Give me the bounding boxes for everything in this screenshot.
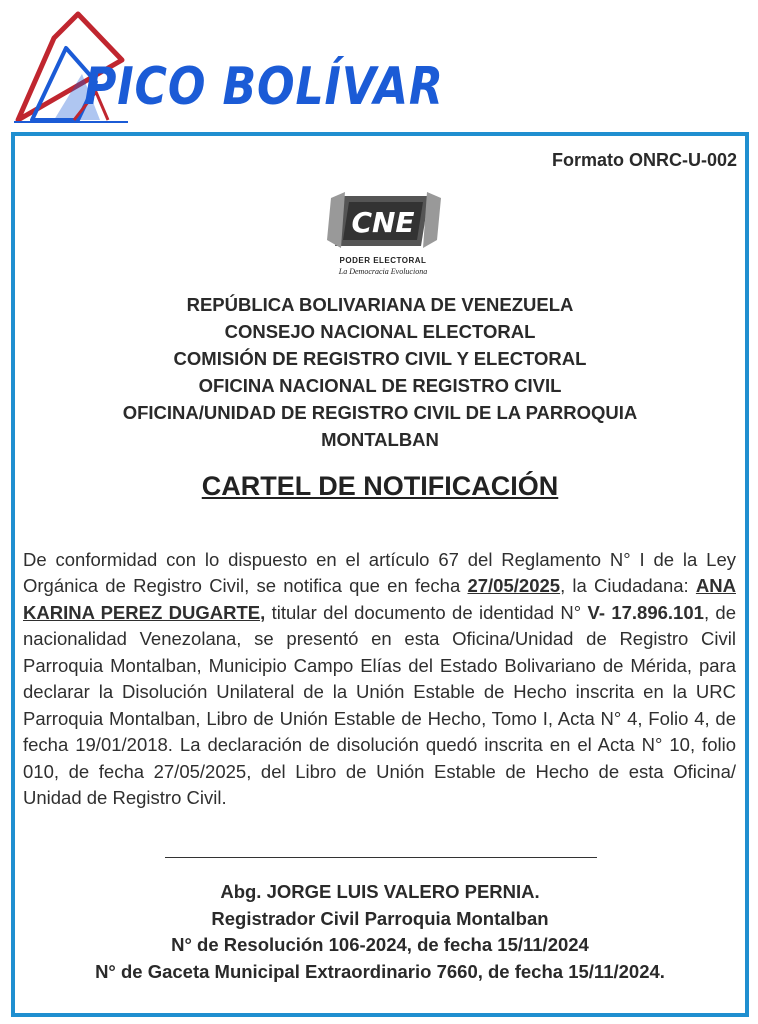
heading-line: OFICINA/UNIDAD DE REGISTRO CIVIL DE LA PARROQUIA [122,402,638,423]
heading-line: OFICINA NACIONAL DE REGISTRO CIVIL [198,375,562,396]
cne-logo [321,188,445,278]
heading-line: REPÚBLICA BOLIVARIANA DE VENEZUELA [186,294,574,315]
notification-poster [11,132,749,1017]
resolution-number: N° de Resolución 106-2024, de fecha 15/11/2024 [171,934,589,955]
cne-acronym: CNE [351,206,415,239]
citizen-name: ANA KARINA PEREZ DUGARTE, [23,575,736,623]
cne-emblem-icon [321,188,445,254]
body-text-segment: , la Ciudadana: [560,575,696,596]
gazette-number: N° de Gaceta Municipal Extraordinario 7660, de fecha 15/11/2024. [95,960,665,982]
notice-body [23,547,736,812]
notification-date: 27/05/2025 [467,575,561,596]
institution-headings [45,291,715,453]
heading-line: CONSEJO NACIONAL ELECTORAL [224,321,536,342]
format-code: Formato ONRC-U-002 [551,150,737,170]
signature-line [165,857,597,858]
signer-role: Registrador Civil Parroquia Montalban [211,907,549,929]
signature-block [15,879,745,985]
heading-line: MONTALBAN [321,429,439,450]
cne-slogan: La Democracia Evoluciona [338,267,428,276]
cne-tagline: PODER ELECTORAL [339,256,427,265]
signer-name: Abg. JORGE LUIS VALERO PERNIA. [220,881,540,902]
heading-line: COMISIÓN DE REGISTRO CIVIL Y ELECTORAL [173,348,587,369]
body-text-segment: , de nacionalidad Venezolana, se presentó en esta Oficina/Unidad de Registro Civil Parroquia Montalban, Municipio Campo Elías del Estado Bolivariano de Mérida, para declarar la Disolución Unilateral de la Unión Estable de Hecho inscrita en la URC Parroquia Montalban, Libro de Unión Estable de Hecho, Tomo I, Acta N° 4, Folio 4, de fecha 19/01/2018. La declaración de disolución quedó inscrita en el Acta N° 10, folio 010, de fecha 27/05/2025, del Libro de Unión Estable de Hecho de esta Oficina/ Unidad de Registro Civil. [23,601,736,808]
id-number: V- 17.896.101 [587,601,704,623]
masthead [0,0,758,128]
notice-title: CARTEL DE NOTIFICACIÓN [201,471,559,501]
body-text-segment: titular del documento de identidad N° [265,601,588,623]
masthead-title: PICO BOLÍVAR [84,57,444,117]
body-text-segment: De conformidad con lo dispuesto en el artículo 67 del Reglamento N° I de la Ley Orgánica de Registro Civil, se notifica que en fecha [23,548,736,596]
